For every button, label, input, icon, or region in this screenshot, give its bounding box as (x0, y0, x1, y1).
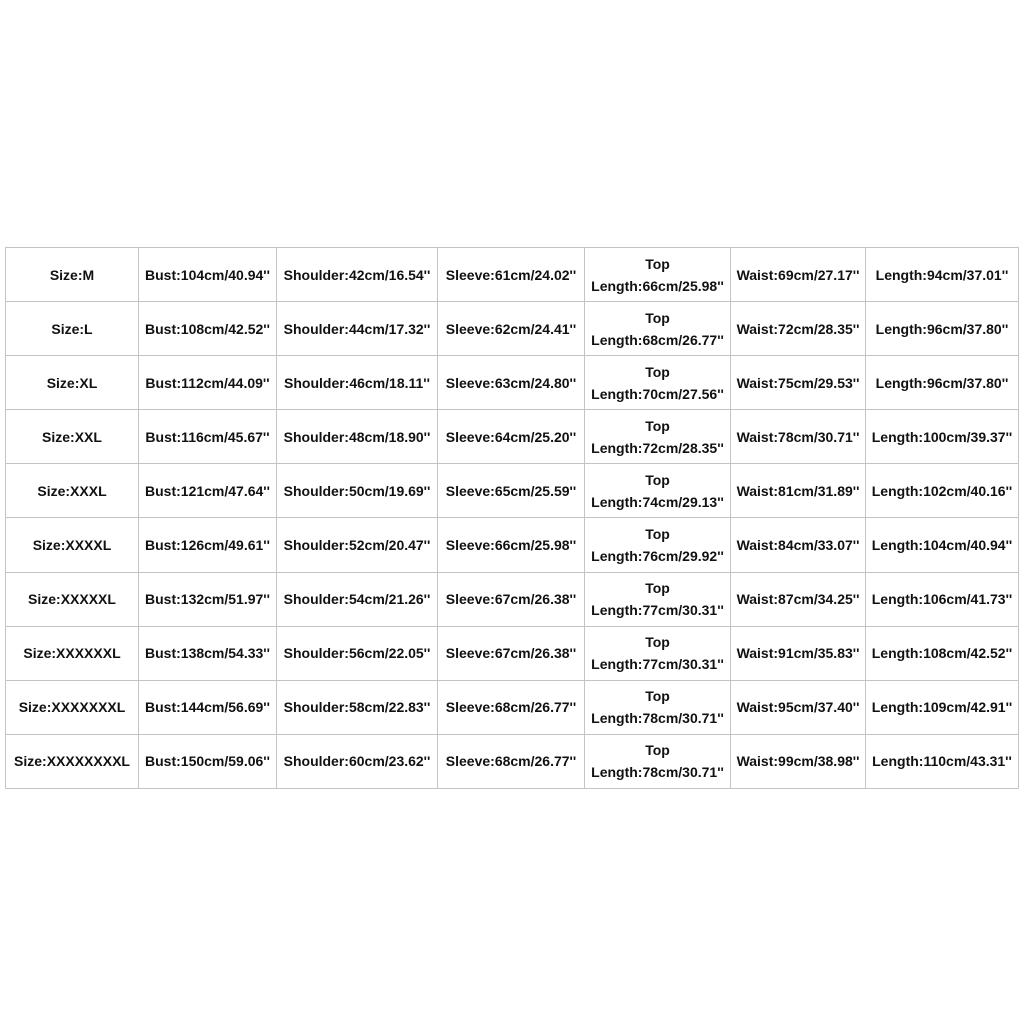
top-length-value: Length:78cm/30.71'' (591, 764, 724, 781)
table-row (6, 626, 1019, 680)
waist-cell: Waist:69cm/27.17'' (731, 248, 866, 302)
shoulder-cell: Shoulder:54cm/21.26'' (277, 572, 438, 626)
length-cell: Length:110cm/43.31'' (866, 734, 1019, 788)
top-label: Top (645, 526, 670, 543)
top-length-cell (585, 410, 731, 464)
waist-cell: Waist:81cm/31.89'' (731, 464, 866, 518)
top-length-cell (585, 680, 731, 734)
waist-cell: Waist:95cm/37.40'' (731, 680, 866, 734)
waist-cell: Waist:99cm/38.98'' (731, 734, 866, 788)
sleeve-cell: Sleeve:68cm/26.77'' (438, 734, 585, 788)
table-row (6, 356, 1019, 410)
shoulder-cell: Shoulder:52cm/20.47'' (277, 518, 438, 572)
sleeve-cell: Sleeve:67cm/26.38'' (438, 626, 585, 680)
size-cell: Size:XXL (6, 410, 139, 464)
top-length-cell (585, 518, 731, 572)
size-cell: Size:L (6, 302, 139, 356)
length-cell: Length:104cm/40.94'' (866, 518, 1019, 572)
table-row (6, 518, 1019, 572)
top-length-value: Length:72cm/28.35'' (591, 439, 724, 456)
waist-cell: Waist:91cm/35.83'' (731, 626, 866, 680)
length-cell: Length:102cm/40.16'' (866, 464, 1019, 518)
size-chart-table (5, 247, 1019, 789)
length-cell: Length:94cm/37.01'' (866, 248, 1019, 302)
top-length-value: Length:76cm/29.92'' (591, 548, 724, 565)
shoulder-cell: Shoulder:46cm/18.11'' (277, 356, 438, 410)
size-cell: Size:XXXXXXXXL (6, 734, 139, 788)
top-length-value: Length:78cm/30.71'' (591, 710, 724, 727)
waist-cell: Waist:87cm/34.25'' (731, 572, 866, 626)
size-cell: Size:XXXXXXXL (6, 680, 139, 734)
sleeve-cell: Sleeve:65cm/25.59'' (438, 464, 585, 518)
length-cell: Length:96cm/37.80'' (866, 356, 1019, 410)
bust-cell: Bust:121cm/47.64'' (139, 464, 277, 518)
size-cell: Size:XXXXXL (6, 572, 139, 626)
waist-cell: Waist:84cm/33.07'' (731, 518, 866, 572)
bust-cell: Bust:116cm/45.67'' (139, 410, 277, 464)
top-label: Top (645, 255, 670, 272)
sleeve-cell: Sleeve:62cm/24.41'' (438, 302, 585, 356)
bust-cell: Bust:108cm/42.52'' (139, 302, 277, 356)
length-cell: Length:106cm/41.73'' (866, 572, 1019, 626)
top-label: Top (645, 742, 670, 759)
bust-cell: Bust:138cm/54.33'' (139, 626, 277, 680)
shoulder-cell: Shoulder:48cm/18.90'' (277, 410, 438, 464)
top-length-value: Length:77cm/30.31'' (591, 602, 724, 619)
sleeve-cell: Sleeve:68cm/26.77'' (438, 680, 585, 734)
bust-cell: Bust:144cm/56.69'' (139, 680, 277, 734)
shoulder-cell: Shoulder:60cm/23.62'' (277, 734, 438, 788)
top-label: Top (645, 471, 670, 488)
table-row (6, 572, 1019, 626)
shoulder-cell: Shoulder:42cm/16.54'' (277, 248, 438, 302)
table-row (6, 410, 1019, 464)
waist-cell: Waist:72cm/28.35'' (731, 302, 866, 356)
waist-cell: Waist:75cm/29.53'' (731, 356, 866, 410)
length-cell: Length:108cm/42.52'' (866, 626, 1019, 680)
top-length-cell (585, 248, 731, 302)
table-row (6, 464, 1019, 518)
top-label: Top (645, 580, 670, 597)
top-length-value: Length:68cm/26.77'' (591, 331, 724, 348)
table-row (6, 680, 1019, 734)
bust-cell: Bust:132cm/51.97'' (139, 572, 277, 626)
top-length-value: Length:77cm/30.31'' (591, 656, 724, 673)
top-length-cell (585, 734, 731, 788)
sleeve-cell: Sleeve:63cm/24.80'' (438, 356, 585, 410)
bust-cell: Bust:150cm/59.06'' (139, 734, 277, 788)
table-row (6, 734, 1019, 788)
sleeve-cell: Sleeve:61cm/24.02'' (438, 248, 585, 302)
size-cell: Size:XXXL (6, 464, 139, 518)
table-row (6, 302, 1019, 356)
sleeve-cell: Sleeve:66cm/25.98'' (438, 518, 585, 572)
top-length-cell (585, 626, 731, 680)
size-cell: Size:XXXXXXL (6, 626, 139, 680)
shoulder-cell: Shoulder:58cm/22.83'' (277, 680, 438, 734)
shoulder-cell: Shoulder:56cm/22.05'' (277, 626, 438, 680)
top-length-value: Length:74cm/29.13'' (591, 493, 724, 510)
waist-cell: Waist:78cm/30.71'' (731, 410, 866, 464)
top-length-cell (585, 356, 731, 410)
top-length-cell (585, 464, 731, 518)
size-cell: Size:XXXXL (6, 518, 139, 572)
top-length-value: Length:70cm/27.56'' (591, 385, 724, 402)
sleeve-cell: Sleeve:64cm/25.20'' (438, 410, 585, 464)
top-label: Top (645, 417, 670, 434)
bust-cell: Bust:112cm/44.09'' (139, 356, 277, 410)
top-label: Top (645, 309, 670, 326)
top-length-value: Length:66cm/25.98'' (591, 277, 724, 294)
length-cell: Length:100cm/39.37'' (866, 410, 1019, 464)
top-length-cell (585, 302, 731, 356)
sleeve-cell: Sleeve:67cm/26.38'' (438, 572, 585, 626)
top-length-cell (585, 572, 731, 626)
length-cell: Length:109cm/42.91'' (866, 680, 1019, 734)
bust-cell: Bust:126cm/49.61'' (139, 518, 277, 572)
length-cell: Length:96cm/37.80'' (866, 302, 1019, 356)
table-row (6, 248, 1019, 302)
top-label: Top (645, 634, 670, 651)
size-cell: Size:M (6, 248, 139, 302)
shoulder-cell: Shoulder:50cm/19.69'' (277, 464, 438, 518)
shoulder-cell: Shoulder:44cm/17.32'' (277, 302, 438, 356)
size-cell: Size:XL (6, 356, 139, 410)
bust-cell: Bust:104cm/40.94'' (139, 248, 277, 302)
top-label: Top (645, 363, 670, 380)
top-label: Top (645, 688, 670, 705)
